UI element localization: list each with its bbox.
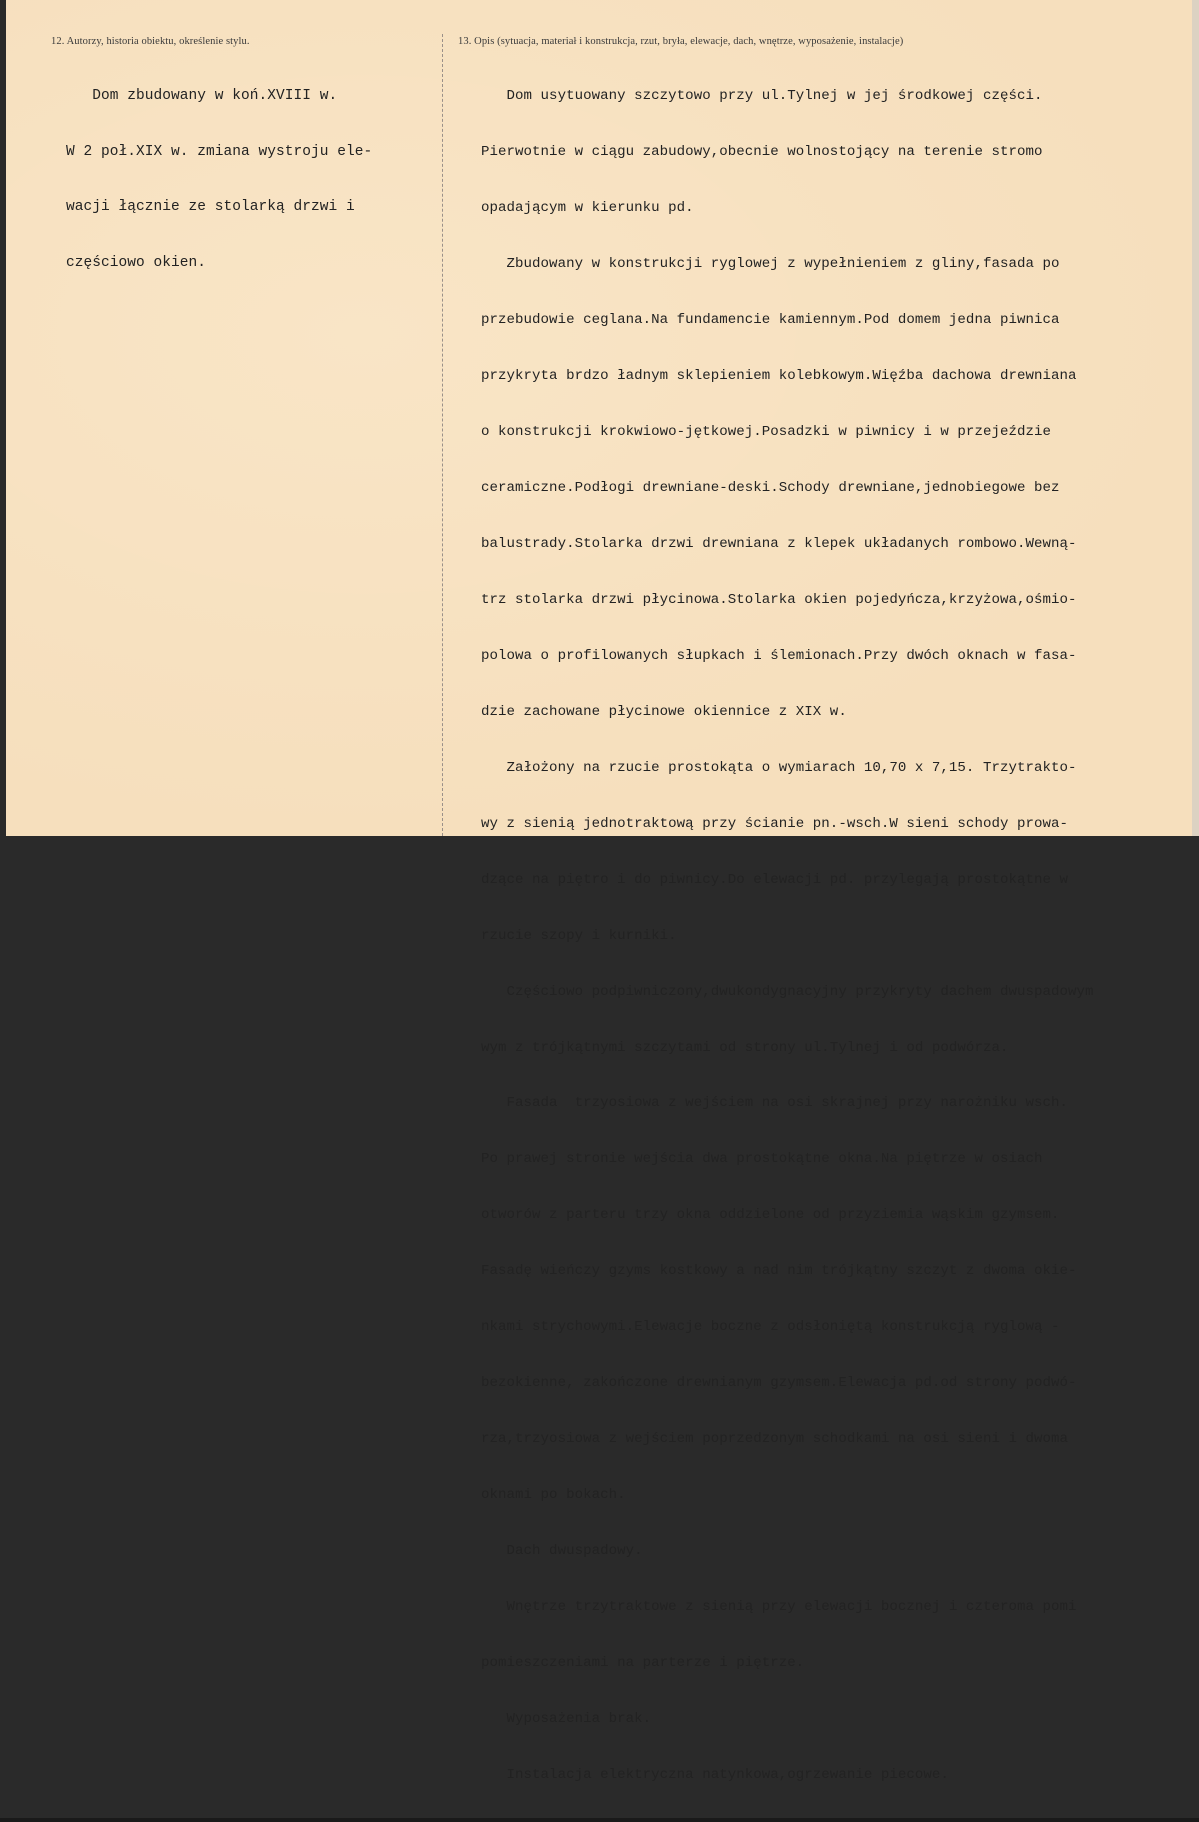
text-line: W 2 poł.XIX w. zmiana wystroju ele- <box>66 143 373 160</box>
scan-bottom-edge <box>0 1818 1199 1822</box>
text-line: nkami strychowymi.Elewacje boczne z odsłoniętą konstrukcją ryglową - <box>481 1319 1060 1336</box>
text-line: o konstrukcji krokwiowo-jętkowej.Posadzki w piwnicy i w przejeździe <box>481 424 1052 441</box>
text-line: opadającym w kierunku pd. <box>481 200 694 217</box>
text-line: częściowo okien. <box>66 254 207 271</box>
section-13-heading: 13. Opis (sytuacja, materiał i konstrukcja, rzut, bryła, elewacje, dach, wnętrze, wyposażenie, instalacje) <box>458 36 904 47</box>
text-line: trz stolarka drzwi płycinowa.Stolarka okien pojedyńcza,krzyżowa,ośmio- <box>481 591 1077 608</box>
text-line: Zbudowany w konstrukcji ryglowej z wypełnieniem z gliny,fasada po <box>481 256 1060 273</box>
text-line: przykryta brdzo ładnym sklepieniem kolebkowym.Więźba dachowa drewniana <box>481 368 1077 385</box>
text-line: rza,trzyosiowa z wejściem poprzedzonym schodkami na osi sieni i dwoma <box>481 1431 1069 1448</box>
text-line: Wnętrze trzytraktowe z sienią przy elewacji bocznej i czteroma pomi <box>481 1599 1077 1616</box>
form-card <box>6 0 1199 1783</box>
card-right-edge <box>1192 0 1199 836</box>
text-line: Częściowo podpiwniczony,dwukondygnacyjny przykryty dachem dwuspadowym <box>481 983 1094 1000</box>
text-line: balustrady.Stolarka drzwi drewniana z klepek układanych rombowo.Wewną- <box>481 535 1077 552</box>
text-line: wym z trójkątnymi szczytami od strony ul.Tylnej i od podwórza. <box>481 1039 1009 1056</box>
text-line: pomieszczeniami na parterze i piętrze. <box>481 1655 805 1671</box>
text-line: dzie zachowane płycinowe okiennice z XIX w. <box>481 703 847 720</box>
text-line: otworów z parteru trzy okna oddzielone od przyziemia wąskim gzymsem. <box>481 1207 1060 1224</box>
text-line: Wyposażenia brak. <box>481 1710 652 1727</box>
text-line: Dach dwuspadowy. <box>481 1543 643 1560</box>
text-line: Pierwotnie w ciągu zabudowy,obecnie wolnostojący na terenie stromo <box>481 144 1043 161</box>
text-line: rzucie szopy i kurniki. <box>481 927 677 944</box>
text-line: dzące na piętro i do piwnicy.Do elewacji pd. przylegają prostokątne w <box>481 871 1069 888</box>
section-12-heading: 12. Autorzy, historia obiektu, określenie stylu. <box>51 36 250 47</box>
text-line: Instalacja elektryczna natynkowa,ogrzewanie piecowe. <box>481 1766 949 1783</box>
column-divider <box>442 34 443 836</box>
text-line: oknami po bokach. <box>481 1487 626 1504</box>
text-line: polowa o profilowanych słupkach i ślemionach.Przy dwóch oknach w fasa- <box>481 647 1077 664</box>
text-line: Fasadę wieńczy gzyms kostkowy a nad nim trójkątny szczyt z dwoma okie- <box>481 1263 1077 1280</box>
text-line: ceramiczne.Podłogi drewniane-deski.Schody drewniane,jednobiegowe bez <box>481 479 1060 496</box>
section-13-text <box>481 50 1094 1822</box>
text-line: Fasada trzyosiowa z wejściem na osi skrajnej przy narożniku wsch. <box>481 1095 1069 1112</box>
section-12-text <box>66 50 372 309</box>
text-line: przebudowie ceglana.Na fundamencie kamiennym.Pod domem jedna piwnica <box>481 312 1060 329</box>
text-line: Dom zbudowany w koń.XVIII w. <box>66 88 338 104</box>
text-line: Po prawej stronie wejścia dwa prostokątne okna.Na piętrze w osiach <box>481 1151 1043 1168</box>
text-line: wacji łącznie ze stolarką drzwi i <box>66 199 355 215</box>
text-line: bezokienne, zakończone drewnianym gzymsem.Elewacja pd.od strony podwó- <box>481 1375 1077 1392</box>
text-line: Założony na rzucie prostokąta o wymiarach 10,70 x 7,15. Trzytrakto- <box>481 759 1077 776</box>
text-line: Dom usytuowany szczytowo przy ul.Tylnej w jej środkowej części. <box>481 88 1043 105</box>
text-line: wy z sienią jednotraktową przy ścianie pn.-wsch.W sieni schody prowa- <box>481 815 1069 832</box>
